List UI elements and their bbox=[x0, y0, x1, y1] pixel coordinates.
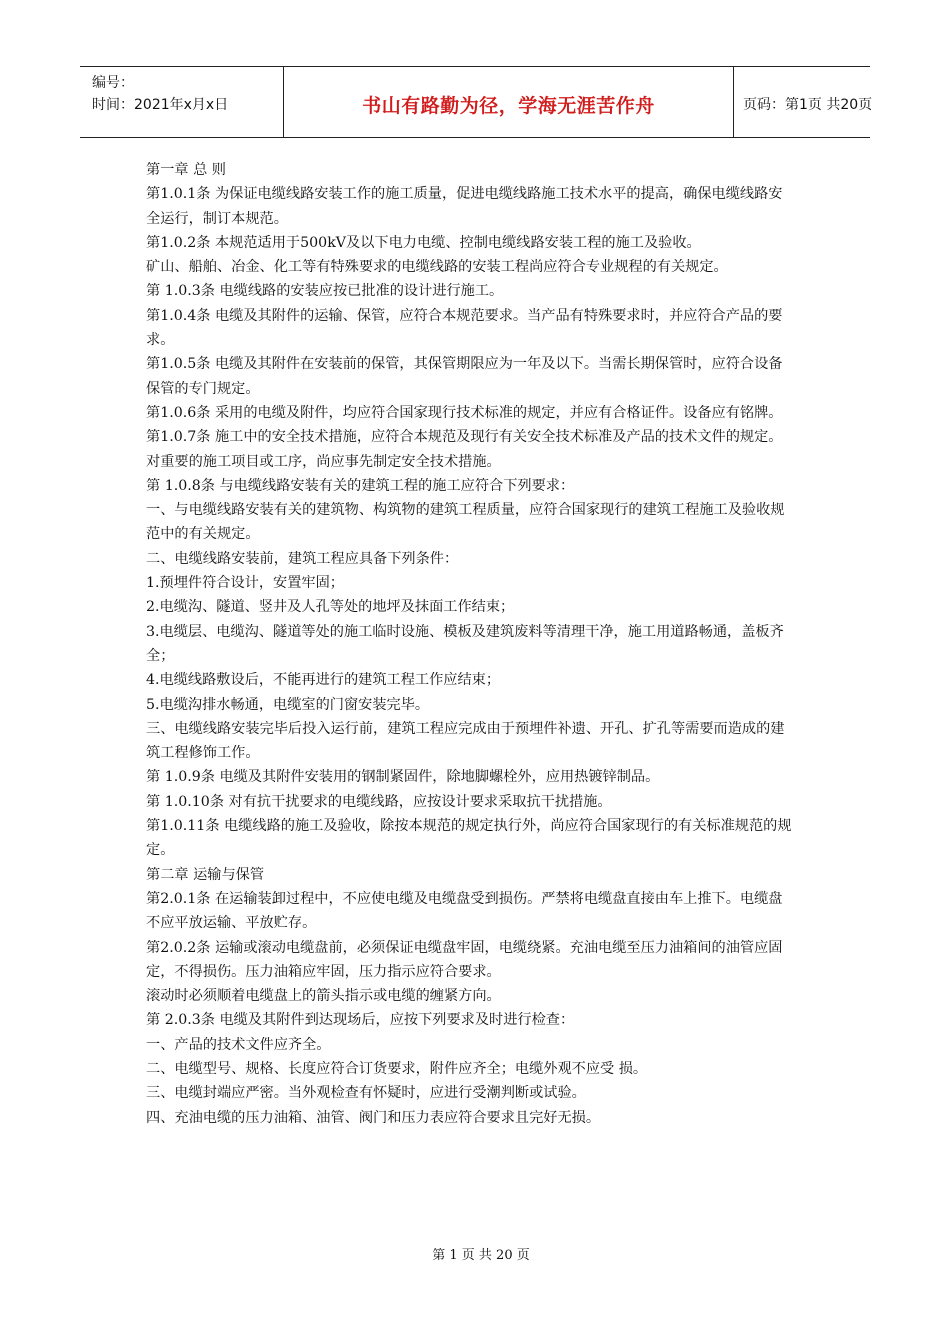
document-date: 时间：2021年x月x日 bbox=[92, 97, 229, 113]
paragraph: 第 1.0.8条 与电缆线路安装有关的建筑工程的施工应符合下列要求： bbox=[146, 477, 575, 494]
paragraph: 第一章 总 则 bbox=[146, 162, 226, 178]
paragraph: 一、产品的技术文件应齐全。 bbox=[146, 1036, 331, 1053]
paragraph: 第1.0.6条 采用的电缆及附件，均应符合国家现行技术标准的规定，并应有合格证件。设备应有铭牌。 bbox=[146, 404, 783, 421]
header-meta bbox=[80, 67, 283, 137]
header-motto-cell bbox=[283, 67, 734, 137]
paragraph: 2.电缆沟、隧道、竖井及人孔等处的地坪及抹面工作结束； bbox=[146, 599, 515, 616]
paragraph: 1.预埋件符合设计，安置牢固； bbox=[146, 575, 344, 592]
paragraph: 第2.0.2条 运输或滚动电缆盘前，必须保证电缆盘牢固，电缆绕紧。充油电缆至压力油箱间的油管应固定，不得损伤。压力油箱应牢固，压力指示应符合要求。 bbox=[146, 939, 783, 980]
header-page-cell bbox=[733, 67, 873, 137]
paragraph: 4.电缆线路敷设后，不能再进行的建筑工程工作应结束； bbox=[146, 672, 501, 689]
document-number-label: 编号： bbox=[92, 75, 134, 91]
paragraph: 第1.0.1条 为保证电缆线路安装工作的施工质量，促进电缆线路施工技术水平的提高，确保电缆线路安全运行，制订本规范。 bbox=[146, 186, 783, 227]
paragraph: 3.电缆层、电缆沟、隧道等处的施工临时设施、模板及建筑废料等清理干净，施工用道路畅通，盖板齐全； bbox=[146, 623, 784, 664]
paragraph: 三、电缆封端应严密。当外观检查有怀疑时，应进行受潮判断或试验。 bbox=[146, 1085, 586, 1102]
paragraph: 第1.0.11条 电缆线路的施工及验收，除按本规范的规定执行外，尚应符合国家现行的有关标准规范的规定。 bbox=[146, 818, 792, 859]
paragraph: 第 1.0.3条 电缆线路的安装应按已批准的设计进行施工。 bbox=[146, 283, 504, 300]
paragraph: 三、电缆线路安装完毕后投入运行前，建筑工程应完成由于预埋件补遗、开孔、扩孔等需要而造成的建筑工程修饰工作。 bbox=[146, 720, 785, 762]
document-header bbox=[80, 66, 873, 138]
paragraph: 一、与电缆线路安装有关的建筑物、构筑物的建筑工程质量，应符合国家现行的建筑工程施工及验收规范中的有关规定。 bbox=[146, 502, 785, 543]
paragraph: 第 2.0.3条 电缆及其附件到达现场后，应按下列要求及时进行检查： bbox=[146, 1012, 575, 1029]
paragraph: 5.电缆沟排水畅通，电缆室的门窗安装完毕。 bbox=[146, 696, 430, 713]
paragraph: 第 1.0.9条 电缆及其附件安装用的钢制紧固件，除地脚螺栓外，应用热镀锌制品。 bbox=[146, 769, 660, 786]
page-footer: 第 1 页 共 20 页 bbox=[432, 1248, 530, 1263]
paragraph: 第 1.0.10条 对有抗干扰要求的电缆线路，应按设计要求采取抗干扰措施。 bbox=[146, 793, 612, 810]
paragraph: 滚动时必须顺着电缆盘上的箭头指示或电缆的缠紧方向。 bbox=[146, 988, 501, 1005]
document-body bbox=[146, 158, 796, 1130]
paragraph: 第1.0.7条 施工中的安全技术措施，应符合本规范及现行有关安全技术标准及产品的技术文件的规定。对重要的施工项目或工序，尚应事先制定安全技术措施。 bbox=[146, 429, 783, 470]
paragraph: 二、电缆线路安装前，建筑工程应具备下列条件： bbox=[146, 550, 459, 567]
paragraph: 四、充油电缆的压力油箱、油管、阀门和压力表应符合要求且完好无损。 bbox=[146, 1109, 601, 1126]
header-motto: 书山有路勤为径，学海无涯苦作舟 bbox=[362, 95, 655, 117]
paragraph: 第2.0.1条 在运输装卸过程中，不应使电缆及电缆盘受到损伤。严禁将电缆盘直接由车上推下。电缆盘不应平放运输、平放贮存。 bbox=[146, 890, 783, 932]
paragraph: 矿山、船舶、冶金、化工等有特殊要求的电缆线路的安装工程尚应符合专业规程的有关规定。 bbox=[146, 259, 728, 276]
paragraph: 第二章 运输与保管 bbox=[146, 866, 265, 883]
paragraph: 第1.0.4条 电缆及其附件的运输、保管，应符合本规范要求。当产品有特殊要求时，并应符合产品的要求。 bbox=[146, 307, 783, 349]
paragraph: 二、电缆型号、规格、长度应符合订货要求，附件应齐全；电缆外观不应受 损。 bbox=[146, 1060, 648, 1077]
paragraph: 第1.0.5条 电缆及其附件在安装前的保管，其保管期限应为一年及以下。当需长期保管时，应符合设备保管的专门规定。 bbox=[146, 356, 783, 397]
paragraph: 第1.0.2条 本规范适用于500kV及以下电力电缆、控制电缆线路安装工程的施工及验收。 bbox=[146, 234, 701, 251]
header-page-code: 页码：第1页 共20页 bbox=[743, 97, 873, 113]
